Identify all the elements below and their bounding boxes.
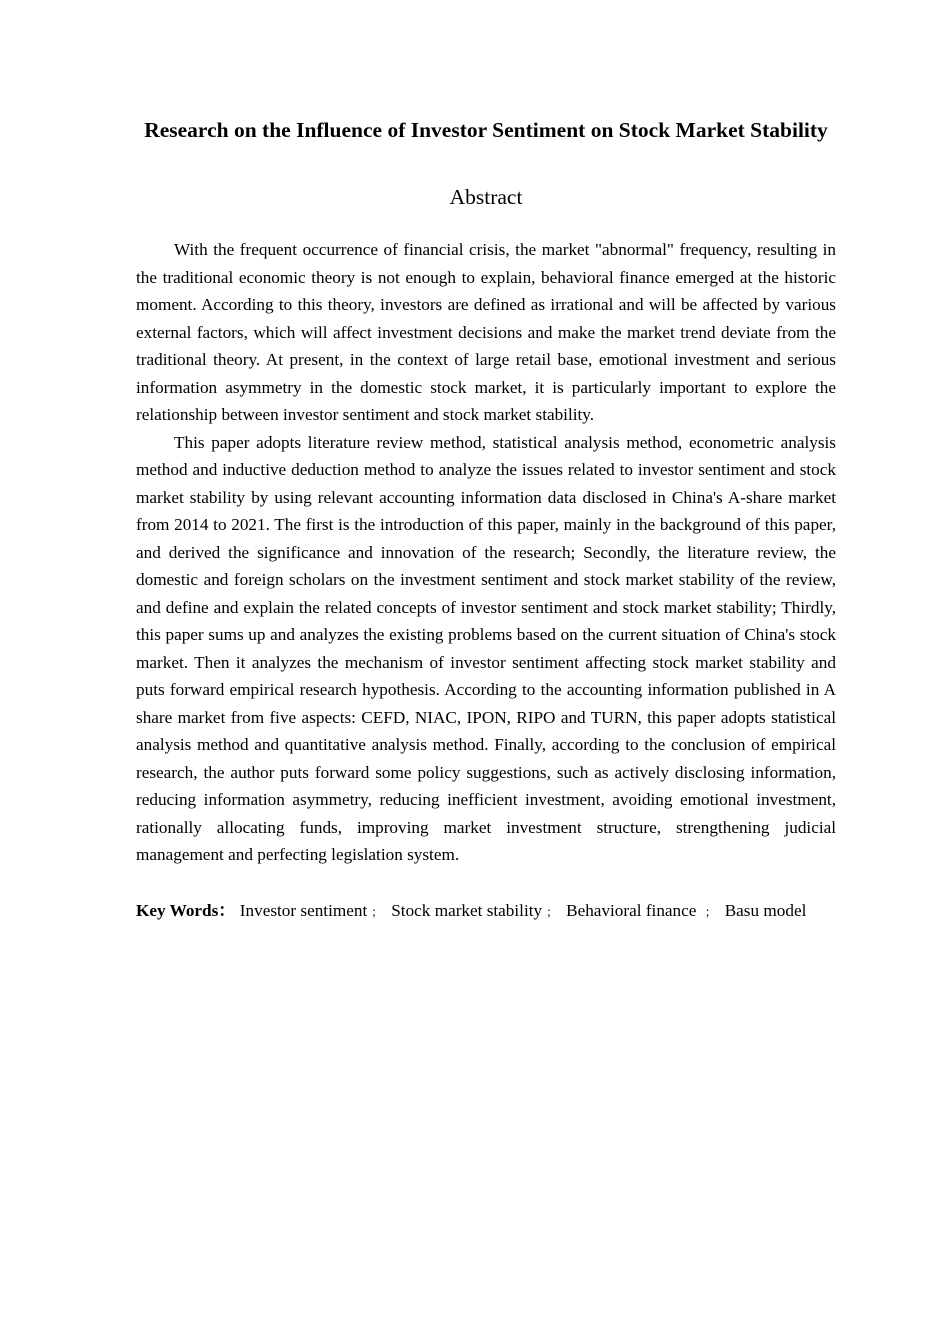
keywords-line	[136, 897, 836, 927]
keyword-separator: ；	[371, 904, 384, 919]
paper-title: Research on the Influence of Investor Sentiment on Stock Market Stability	[144, 118, 828, 142]
abstract-body	[136, 236, 836, 869]
paper-content	[136, 113, 836, 926]
keyword-item: Behavioral finance	[566, 900, 697, 920]
keyword-item: Basu model	[724, 900, 807, 920]
keyword-separator: ；	[704, 904, 717, 919]
keyword-item: Stock market stability	[391, 900, 543, 920]
abstract-heading: Abstract	[449, 185, 523, 209]
keyword-separator: ；	[546, 904, 559, 919]
abstract-paragraph-1: With the frequent occurrence of financial crisis, the market "abnormal" frequency, resulting in the traditional economic theory is not enough to explain, behavioral finance emerged at the historic moment. According to this theory, investors are defined as irrational and will be affected by various external factors, which will affect investment decisions and make the market trend deviate from the traditional theory. At present, in the context of large retail base, emotional investment and serious information asymmetry in the domestic stock market, it is particularly important to explore the relationship between investor sentiment and stock market stability.	[136, 240, 836, 424]
keyword-item: Investor sentiment	[239, 900, 368, 920]
abstract-paragraph-2: This paper adopts literature review method, statistical analysis method, econometric analysis method and inductive deduction method to analyze the issues related to investor sentiment and stock market stability by using relevant accounting information data disclosed in China's A-share market from 2014 to 2021. The first is the introduction of this paper, mainly in the background of this paper, and derived the significance and innovation of the research; Secondly, the literature review, the domestic and foreign scholars on the investment sentiment and stock market stability of the review, and define and explain the related concepts of investor sentiment and stock market stability; Thirdly, this paper sums up and analyzes the existing problems based on the current situation of China's stock market. Then it analyzes the mechanism of investor sentiment affecting stock market stability and puts forward empirical research hypothesis. According to the accounting information published in A share market from five aspects: CEFD, NIAC, IPON, RIPO and TURN, this paper adopts statistical analysis method and quantitative analysis method. Finally, according to the conclusion of empirical research, the author puts forward some policy suggestions, such as actively disclosing information, reducing information asymmetry, reducing inefficient investment, avoiding emotional investment, rationally allocating funds, improving market investment structure, strengthening judicial management and perfecting legislation system.	[136, 432, 836, 864]
keywords-label: Key Words：	[136, 900, 236, 920]
